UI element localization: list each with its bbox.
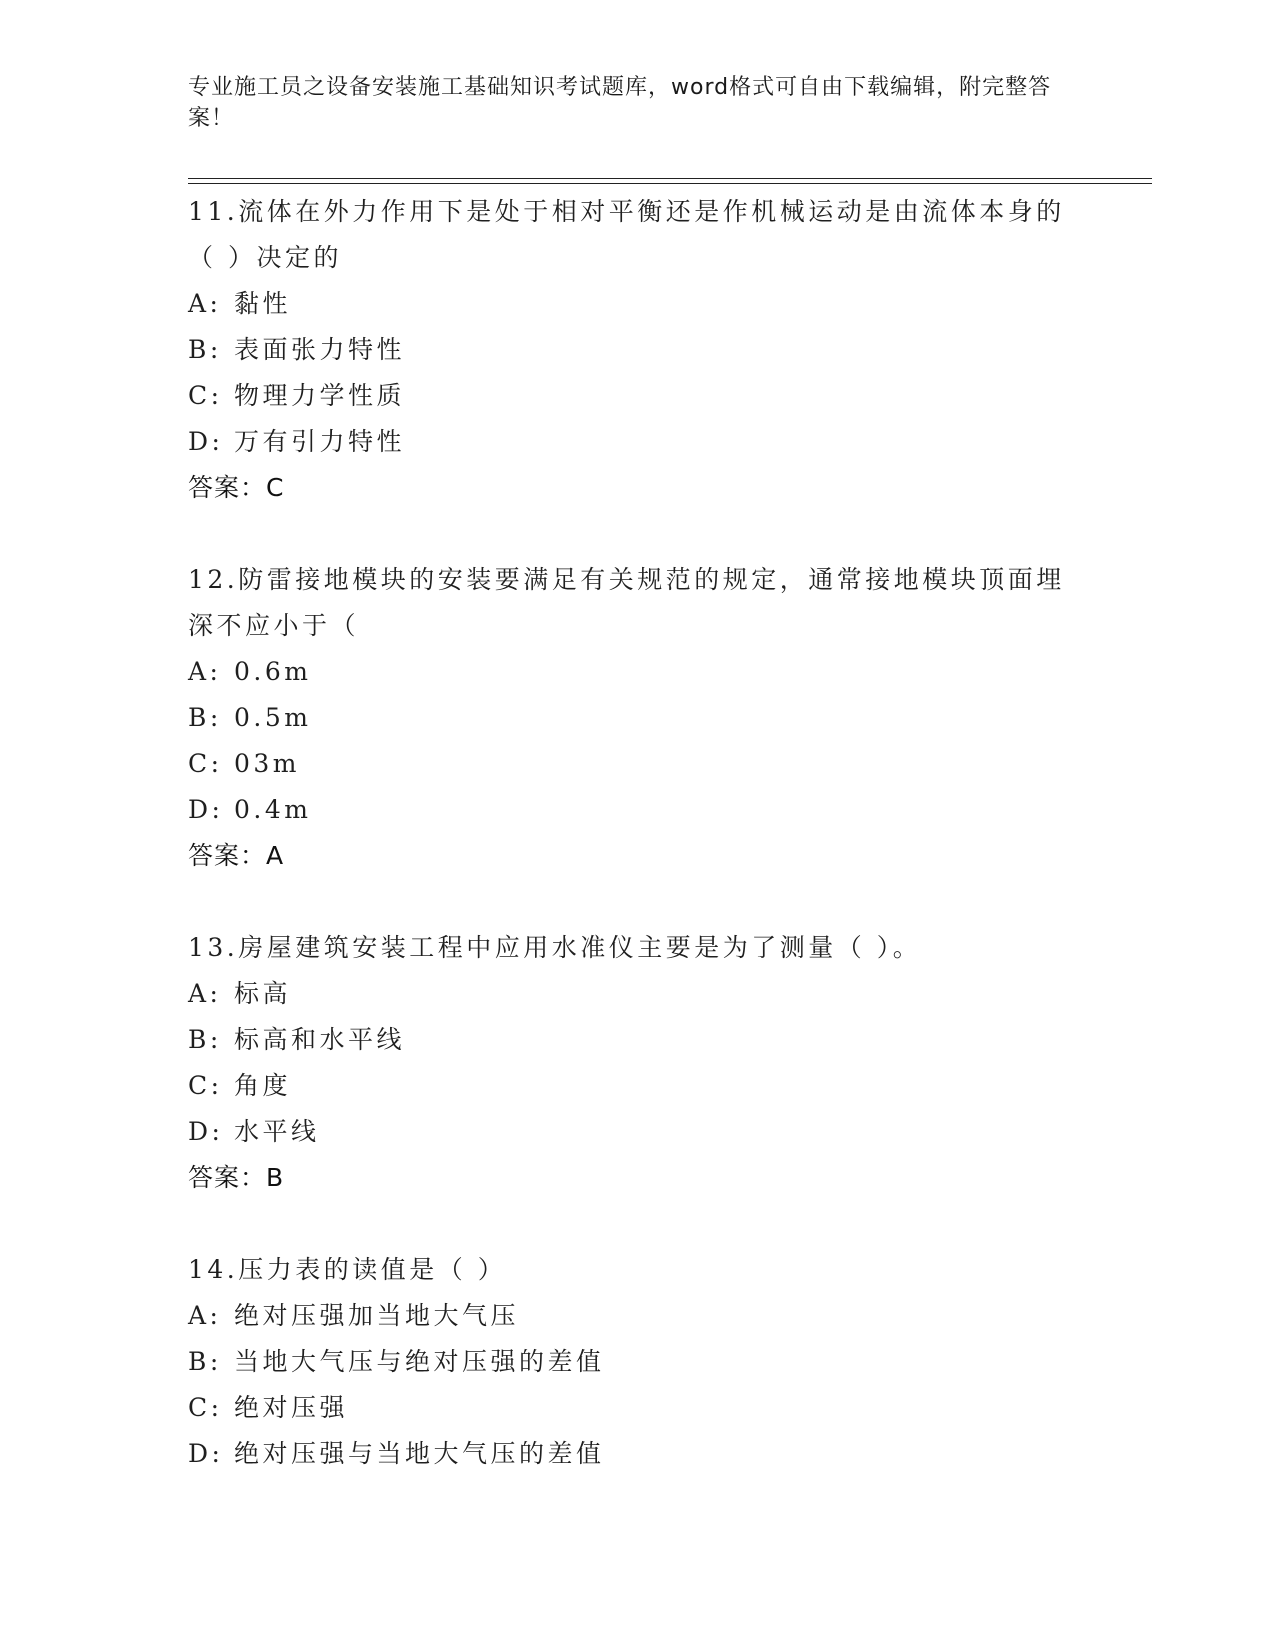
- option-b: [188, 695, 1088, 741]
- option-c: [188, 1063, 1088, 1109]
- question-11: [188, 189, 1088, 511]
- option-text: 03m: [234, 749, 301, 778]
- option-a: [188, 649, 1088, 695]
- option-text: 黏性: [234, 289, 292, 318]
- option-key: D:: [188, 795, 224, 824]
- option-key: C:: [188, 749, 223, 778]
- document-intro: 专业施工员之设备安装施工基础知识考试题库，word格式可自由下载编辑，附完整答案！: [188, 75, 1052, 131]
- option-key: B:: [188, 1347, 222, 1376]
- option-c: [188, 373, 1088, 419]
- question-stem: 13.房屋建筑安装工程中应用水准仪主要是为了测量（ ）。: [188, 933, 922, 962]
- option-key: D:: [188, 427, 224, 456]
- option-key: A:: [188, 289, 222, 318]
- answer-line: 答案：B: [188, 1163, 285, 1192]
- option-text: 角度: [234, 1071, 292, 1100]
- option-a: [188, 281, 1088, 327]
- option-key: D:: [188, 1117, 224, 1146]
- question-list: [188, 189, 1088, 1523]
- option-text: 0.6m: [234, 657, 312, 686]
- answer-line: 答案：C: [188, 473, 285, 502]
- option-key: B:: [188, 703, 222, 732]
- option-key: D:: [188, 1439, 224, 1468]
- option-text: 标高: [234, 979, 292, 1008]
- question-14: [188, 1247, 1088, 1477]
- option-d: [188, 1109, 1088, 1155]
- option-b: [188, 1017, 1088, 1063]
- option-c: [188, 1385, 1088, 1431]
- header-divider-bottom: [188, 183, 1152, 184]
- option-text: 0.4m: [234, 795, 312, 824]
- option-a: [188, 1293, 1088, 1339]
- option-text: 绝对压强: [234, 1393, 349, 1422]
- option-text: 绝对压强加当地大气压: [234, 1301, 520, 1330]
- question-stem: 12.防雷接地模块的安装要满足有关规范的规定，通常接地模块顶面埋深不应小于（: [188, 565, 1065, 640]
- option-b: [188, 327, 1088, 373]
- option-d: [188, 787, 1088, 833]
- option-key: B:: [188, 335, 222, 364]
- option-d: [188, 1431, 1088, 1477]
- option-key: A:: [188, 979, 222, 1008]
- option-d: [188, 419, 1088, 465]
- option-a: [188, 971, 1088, 1017]
- question-stem: 11.流体在外力作用下是处于相对平衡还是作机械运动是由流体本身的（ ）决定的: [188, 197, 1065, 272]
- question-stem: 14.压力表的读值是（ ）: [188, 1255, 507, 1284]
- option-text: 万有引力特性: [234, 427, 406, 456]
- option-c: [188, 741, 1088, 787]
- option-key: C:: [188, 1393, 223, 1422]
- option-key: A:: [188, 1301, 222, 1330]
- option-text: 0.5m: [234, 703, 312, 732]
- option-text: 水平线: [234, 1117, 320, 1146]
- option-key: C:: [188, 381, 223, 410]
- question-12: [188, 557, 1088, 879]
- option-text: 绝对压强与当地大气压的差值: [234, 1439, 605, 1468]
- option-text: 当地大气压与绝对压强的差值: [234, 1347, 605, 1376]
- option-text: 标高和水平线: [234, 1025, 406, 1054]
- option-key: B:: [188, 1025, 222, 1054]
- header-divider-top: [188, 178, 1152, 179]
- question-13: [188, 925, 1088, 1201]
- option-key: C:: [188, 1071, 223, 1100]
- option-b: [188, 1339, 1088, 1385]
- option-text: 物理力学性质: [234, 381, 406, 410]
- option-key: A:: [188, 657, 222, 686]
- option-text: 表面张力特性: [234, 335, 406, 364]
- answer-line: 答案：A: [188, 841, 285, 870]
